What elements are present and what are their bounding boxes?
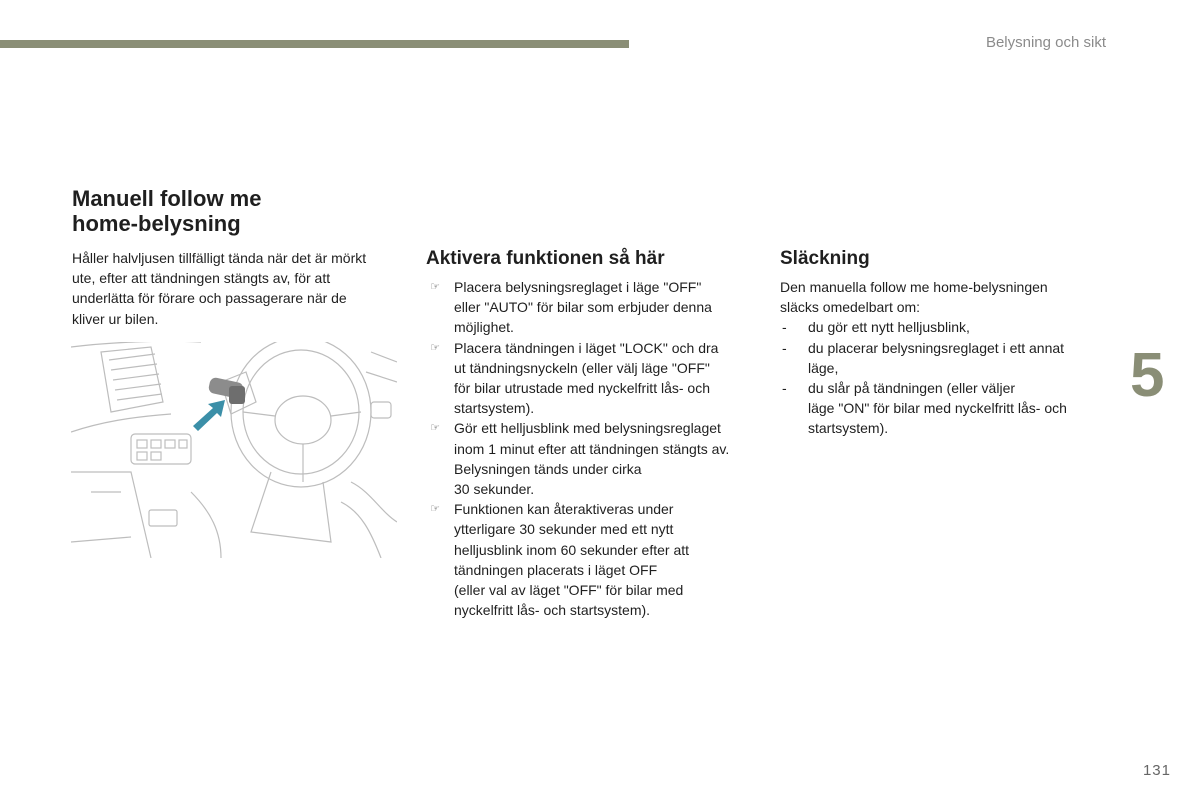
title-line: home-belysning [72,211,241,236]
dashboard-illustration [71,342,397,558]
intro-line: kliver ur bilen. [72,310,159,327]
step-line: Placera belysningsreglaget i läge "OFF" [454,279,702,295]
dash-marker: - [782,339,787,356]
header-accent-bar [0,40,629,48]
dash-marker: - [782,319,787,336]
step-line: Placera tändningen i läget "LOCK" och dra [454,339,719,356]
step-line: nyckelfritt lås- och startsystem). [454,602,651,619]
step-item [426,338,766,419]
step-line: för bilar utrustade med nyckelfritt lås- och [454,380,710,397]
step-line: möjlighet. [454,319,514,336]
hand-pointer-icon: ☞ [430,341,440,354]
hand-pointer-icon: ☞ [430,281,440,293]
off-item-line: du slår på tändningen (eller väljer [808,380,1016,397]
hand-pointer-icon: ☞ [430,503,440,516]
intro-paragraph [72,248,404,329]
off-intro-line: Den manuella follow me home-belysningen [780,279,1048,295]
activate-heading: Aktivera funktionen så här [426,248,665,269]
step-line: (eller val av läget "OFF" för bilar med [454,582,684,599]
off-item-line: läge "ON" för bilar med nyckelfritt lås- och [808,400,1067,417]
intro-line: underlätta för förare och passagerare när de [72,290,347,307]
step-line: eller "AUTO" för bilar som erbjuder denna [454,299,712,316]
intro-line: ute, efter att tändningen stängts av, för att [72,270,331,287]
off-item [780,378,1110,439]
page-title [72,186,402,236]
step-line: 30 sekunder. [454,481,535,498]
step-line: tändningen placerats i läget OFF [454,561,658,578]
page-number: 131 [1142,762,1171,779]
step-item [426,277,766,338]
off-item-line: startsystem). [808,420,889,437]
off-item-line: du placerar belysningsreglaget i ett annat [808,339,1065,356]
hand-pointer-icon: ☞ [430,422,440,435]
section-header: Belysning och sikt [985,34,1106,51]
activate-steps [426,277,766,620]
off-intro-line: släcks omedelbart om: [780,299,921,316]
step-line: Belysningen tänds under cirka [454,460,642,477]
title-line: Manuell follow me [72,186,262,211]
off-item-line: läge, [808,359,839,376]
step-item [426,418,766,499]
off-heading: Släckning [780,248,870,269]
off-item [780,317,1110,337]
chapter-number: 5 [1130,341,1165,410]
step-line: ytterligare 30 sekunder med ett nytt [454,521,674,538]
dashboard-drawing [71,342,397,558]
step-line: startsystem). [454,400,535,417]
off-item-line: du gör ett nytt helljusblink, [808,319,970,336]
intro-line: Håller halvljusen tillfälligt tända när det är mörkt [72,250,367,266]
step-line: helljusblink inom 60 sekunder efter att [454,541,690,558]
step-line: ut tändningsnyckeln (eller välj läge "OFF" [454,359,710,376]
step-line: Funktionen kan återaktiveras under [454,501,674,518]
step-line: Gör ett helljusblink med belysningsreglaget [454,420,721,437]
off-section [780,277,1110,439]
step-item [426,499,766,620]
dash-marker: - [782,380,787,397]
off-item [780,338,1110,378]
step-line: inom 1 minut efter att tändningen stängts av. [454,440,730,457]
